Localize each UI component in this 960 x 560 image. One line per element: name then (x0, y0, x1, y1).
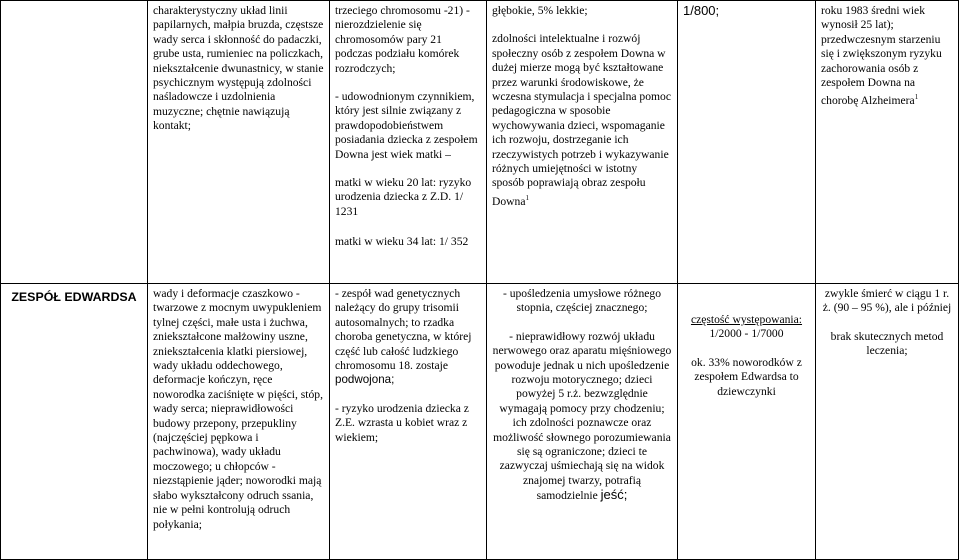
causes-text: matki w wieku 34 lat: 1/ 352 (335, 235, 469, 249)
cell-prognosis-down (816, 1, 959, 284)
cell-features-edwards (148, 284, 330, 560)
prognosis-text: zwykle śmierć w ciągu 1 r. ż. (90 – 95 %), ale i później (822, 287, 952, 315)
features-text: wady i deformacje czaszkowo - twarzowe z mocnym uwypukleniem tylnej części, małe usta i żuchwa, zniekształcone małżowiny uszne, zniekształcenia klatki piersiowej, wady układu oddechowego, deformacje kończyn, ręce noworodka zaciśnięte w pięści, stóp, wady serca; nieprawidłowości budowy przepony, przepukliny (najczęściej pępkowa i pachwinowa), wady układu moczowego; u chłopców - niezstąpienie jąder; noworodki mają słabo wykształcony odruch ssania, nie w pełni kontrolują odruch połykania; (153, 287, 323, 531)
causes-text: - ryzyko urodzenia dziecka z Z.E. wzrasta u kobiet wraz z wiekiem; (335, 401, 469, 444)
features-text: charakterystyczny układ linii papilarnych, małpia bruzda, częstsze wady serca i skłonność do padaczki, grube usta, rumieniec na policzkach, niekształcenie dwunastnicy, w stanie psychicznym występują zdolności naśladowcze i uzdolnienia muzyczne; chętnie nawiązują kontakt; (153, 4, 324, 133)
cell-causes-edwards (330, 284, 487, 560)
frequency-label: częstość występowania: (690, 313, 803, 326)
footnote-ref: 1 (914, 93, 919, 102)
intellect-text: - upośledzenia umysłowe różnego stopnia, częściej znacznego; (502, 287, 662, 315)
table-row (1, 284, 959, 560)
causes-text: matki w wieku 20 lat: ryzyko urodzenia dziecka z Z.D. 1/ 1231 (335, 176, 472, 218)
cell-prognosis-edwards (816, 284, 959, 560)
cell-causes-down (330, 1, 487, 284)
cell-frequency-edwards (678, 284, 816, 560)
table-row (1, 1, 959, 284)
cell-intellect-edwards (487, 284, 678, 560)
frequency-text: ok. 33% noworodków z zespołem Edwardsa to dziewczynki (691, 355, 802, 398)
causes-text: - zespół wad genetycznych należący do grupy trisomii autosomalnych; to rzadka choroba genetyczna, w której część lub całość ludzkiego chromosomu 18. zostaje podwojona; (335, 287, 472, 387)
cell-features-down (148, 1, 330, 284)
prognosis-text: brak skutecznych metod leczenia; (830, 329, 944, 358)
frequency-value: 1/2000 - 1/7000 (709, 327, 784, 341)
prognosis-text: roku 1983 średni wiek wynosił 25 lat); przedwczesnym starzeniu się i zwiększonym ryzyku zachorowania osób z zespołem Downa na chorobę Alzheimera$^1$ (821, 4, 942, 108)
causes-text: trzeciego chromosomu -21) - nierozdzielenie się chromosomów pary 21 podczas podziału komórek rozrodczych; (335, 4, 470, 75)
syndrome-name: ZESPÓŁ EDWARDSA (11, 290, 137, 304)
footnote-ref: 1 (525, 193, 529, 202)
causes-text: - udowodnionym czynnikiem, który jest silnie związany z prawdopodobieństwem posiadania dziecka z zespołem Downa jest wiek matki – (335, 90, 478, 161)
intellect-text: - nieprawidłowy rozwój układu nerwowego oraz aparatu mięśniowego powoduje jednak u nich upośledzenie rozwoju motorycznego; dzieci powyżej 5 r.ż. bezwzględnie wymagają pomocy przy chodzeniu; ich zdolności poznawcze oraz możliwość słownego porozumiewania się są ograniczone; dzieci te zazwyczaj uśmiechają się na widok znajomej twarzy, potrafią samodzielnie jeść; (492, 329, 672, 503)
intellect-text: zdolności intelektualne i rozwój społeczny osób z zespołem Downa w dużej mierze mogą być kształtowane przez warunki środowiskowe, że wczesna stymulacja i specjalna pomoc pedagogiczna w sposobie wychowywania dzieci, wspomaganie ich rozwoju, dostrzeganie ich rzeczywistych potrzeb i wykazywanie różnych umiejętności w istotny sposób poprawiają obraz zespołu Downa$^1$ (492, 32, 671, 208)
frequency-text: 1/800; (683, 3, 720, 18)
empty-cell (1, 1, 148, 284)
cell-intellect-down (487, 1, 678, 284)
syndrome-name-cell (1, 284, 148, 560)
cell-frequency-down (678, 1, 816, 284)
intellect-text: głębokie, 5% lekkie; (492, 4, 588, 17)
